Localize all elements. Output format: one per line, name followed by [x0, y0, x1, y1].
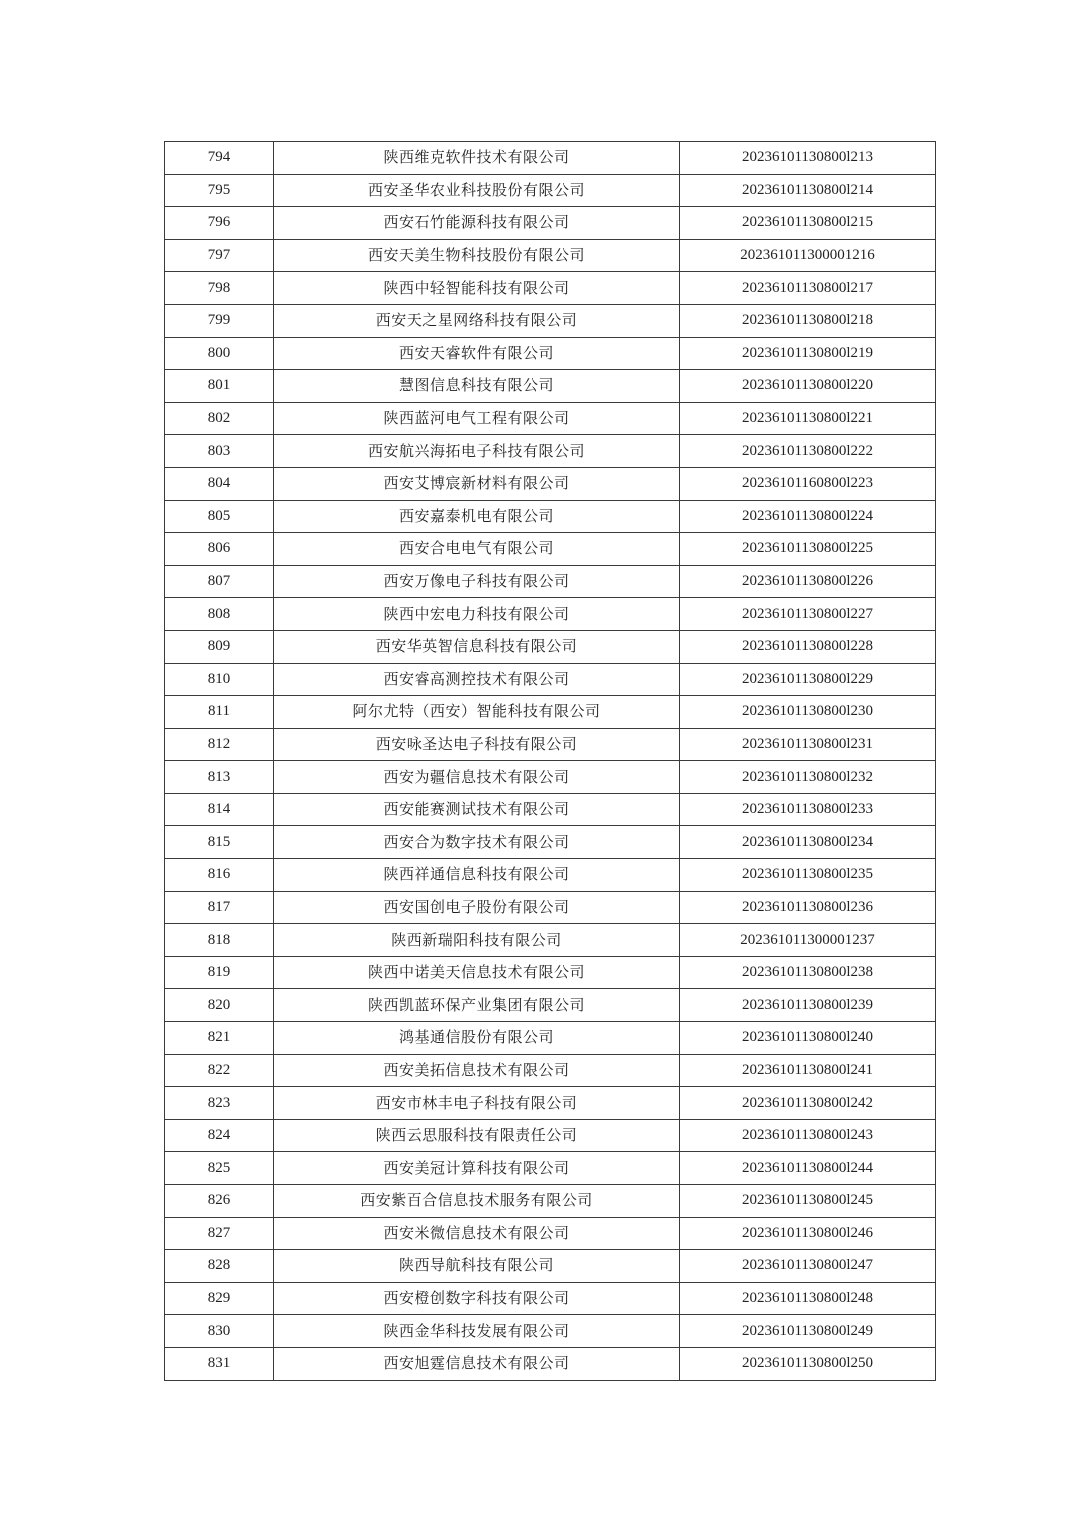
- registration-code-cell: 20236101130800l241: [680, 1054, 936, 1087]
- row-number-cell: 811: [165, 696, 274, 729]
- row-number-cell: 827: [165, 1217, 274, 1250]
- row-number-cell: 797: [165, 239, 274, 272]
- table-row: [165, 1119, 936, 1152]
- company-name-cell: 西安天美生物科技股份有限公司: [274, 239, 680, 272]
- row-number-cell: 795: [165, 174, 274, 207]
- registration-code-cell: 20236101130800l245: [680, 1185, 936, 1218]
- table-row: [165, 793, 936, 826]
- company-name-cell: 西安美拓信息技术有限公司: [274, 1054, 680, 1087]
- company-name-cell: 西安能赛测试技术有限公司: [274, 793, 680, 826]
- row-number-cell: 803: [165, 435, 274, 468]
- table-row: [165, 956, 936, 989]
- registration-code-cell: 20236101130800l213: [680, 142, 936, 175]
- row-number-cell: 817: [165, 891, 274, 924]
- table-row: [165, 239, 936, 272]
- row-number-cell: 805: [165, 500, 274, 533]
- row-number-cell: 816: [165, 859, 274, 892]
- row-number-cell: 820: [165, 989, 274, 1022]
- row-number-cell: 812: [165, 728, 274, 761]
- registration-code-cell: 20236101130800l219: [680, 337, 936, 370]
- registry-table-body: [165, 142, 936, 1381]
- table-row: [165, 370, 936, 403]
- registration-code-cell: 202361011300001237: [680, 924, 936, 957]
- company-name-cell: 西安华英智信息科技有限公司: [274, 630, 680, 663]
- company-name-cell: 陕西新瑞阳科技有限公司: [274, 924, 680, 957]
- company-name-cell: 陕西蓝河电气工程有限公司: [274, 402, 680, 435]
- row-number-cell: 814: [165, 793, 274, 826]
- table-row: [165, 174, 936, 207]
- row-number-cell: 813: [165, 761, 274, 794]
- row-number-cell: 822: [165, 1054, 274, 1087]
- table-row: [165, 663, 936, 696]
- company-name-cell: 西安市林丰电子科技有限公司: [274, 1087, 680, 1120]
- registration-code-cell: 20236101130800l225: [680, 533, 936, 566]
- registration-code-cell: 20236101160800l223: [680, 467, 936, 500]
- row-number-cell: 810: [165, 663, 274, 696]
- registration-code-cell: 20236101130800l215: [680, 207, 936, 240]
- table-row: [165, 1152, 936, 1185]
- table-row: [165, 859, 936, 892]
- row-number-cell: 818: [165, 924, 274, 957]
- company-name-cell: 西安咏圣达电子科技有限公司: [274, 728, 680, 761]
- registration-code-cell: 20236101130800l233: [680, 793, 936, 826]
- row-number-cell: 802: [165, 402, 274, 435]
- company-name-cell: 西安圣华农业科技股份有限公司: [274, 174, 680, 207]
- registration-code-cell: 20236101130800l228: [680, 630, 936, 663]
- table-row: [165, 1185, 936, 1218]
- row-number-cell: 796: [165, 207, 274, 240]
- table-row: [165, 435, 936, 468]
- registration-code-cell: 20236101130800l217: [680, 272, 936, 305]
- company-name-cell: 鸿基通信股份有限公司: [274, 1022, 680, 1055]
- registration-code-cell: 20236101130800l235: [680, 859, 936, 892]
- row-number-cell: 823: [165, 1087, 274, 1120]
- registration-code-cell: 20236101130800l247: [680, 1250, 936, 1283]
- registration-code-cell: 20236101130800l234: [680, 826, 936, 859]
- table-row: [165, 630, 936, 663]
- company-name-cell: 西安天之星网络科技有限公司: [274, 304, 680, 337]
- row-number-cell: 828: [165, 1250, 274, 1283]
- registration-code-cell: 20236101130800l246: [680, 1217, 936, 1250]
- registration-code-cell: 20236101130800l226: [680, 565, 936, 598]
- company-name-cell: 西安橙创数字科技有限公司: [274, 1282, 680, 1315]
- row-number-cell: 799: [165, 304, 274, 337]
- company-name-cell: 西安紫百合信息技术服务有限公司: [274, 1185, 680, 1218]
- company-name-cell: 陕西云思服科技有限责任公司: [274, 1119, 680, 1152]
- registration-code-cell: 20236101130800l239: [680, 989, 936, 1022]
- row-number-cell: 800: [165, 337, 274, 370]
- row-number-cell: 806: [165, 533, 274, 566]
- company-name-cell: 阿尔尤特（西安）智能科技有限公司: [274, 696, 680, 729]
- company-name-cell: 西安睿高测控技术有限公司: [274, 663, 680, 696]
- row-number-cell: 829: [165, 1282, 274, 1315]
- registration-code-cell: 20236101130800l248: [680, 1282, 936, 1315]
- registration-code-cell: 20236101130800l220: [680, 370, 936, 403]
- company-name-cell: 陕西金华科技发展有限公司: [274, 1315, 680, 1348]
- table-row: [165, 304, 936, 337]
- table-row: [165, 924, 936, 957]
- company-name-cell: 西安国创电子股份有限公司: [274, 891, 680, 924]
- table-row: [165, 402, 936, 435]
- registration-code-cell: 20236101130800l224: [680, 500, 936, 533]
- registration-code-cell: 20236101130800l236: [680, 891, 936, 924]
- table-row: [165, 1054, 936, 1087]
- company-name-cell: 陕西维克软件技术有限公司: [274, 142, 680, 175]
- company-name-cell: 西安万像电子科技有限公司: [274, 565, 680, 598]
- row-number-cell: 808: [165, 598, 274, 631]
- registration-code-cell: 20236101130800l218: [680, 304, 936, 337]
- table-row: [165, 207, 936, 240]
- table-row: [165, 500, 936, 533]
- table-row: [165, 1315, 936, 1348]
- table-row: [165, 533, 936, 566]
- registration-code-cell: 20236101130800l232: [680, 761, 936, 794]
- table-row: [165, 891, 936, 924]
- company-name-cell: 西安航兴海拓电子科技有限公司: [274, 435, 680, 468]
- row-number-cell: 804: [165, 467, 274, 500]
- row-number-cell: 831: [165, 1347, 274, 1380]
- registration-code-cell: 20236101130800l214: [680, 174, 936, 207]
- row-number-cell: 807: [165, 565, 274, 598]
- row-number-cell: 815: [165, 826, 274, 859]
- table-row: [165, 467, 936, 500]
- table-row: [165, 142, 936, 175]
- company-name-cell: 西安天睿软件有限公司: [274, 337, 680, 370]
- row-number-cell: 824: [165, 1119, 274, 1152]
- company-name-cell: 陕西中宏电力科技有限公司: [274, 598, 680, 631]
- company-name-cell: 西安合电电气有限公司: [274, 533, 680, 566]
- company-name-cell: 陕西中诺美天信息技术有限公司: [274, 956, 680, 989]
- row-number-cell: 821: [165, 1022, 274, 1055]
- row-number-cell: 830: [165, 1315, 274, 1348]
- table-row: [165, 1087, 936, 1120]
- company-name-cell: 西安嘉泰机电有限公司: [274, 500, 680, 533]
- company-name-cell: 陕西中轻智能科技有限公司: [274, 272, 680, 305]
- company-name-cell: 西安旭霆信息技术有限公司: [274, 1347, 680, 1380]
- registration-code-cell: 20236101130800l240: [680, 1022, 936, 1055]
- registry-table: [164, 141, 936, 1381]
- table-row: [165, 1347, 936, 1380]
- registration-code-cell: 20236101130800l231: [680, 728, 936, 761]
- company-name-cell: 西安为疆信息技术有限公司: [274, 761, 680, 794]
- registration-code-cell: 20236101130800l227: [680, 598, 936, 631]
- row-number-cell: 801: [165, 370, 274, 403]
- table-row: [165, 337, 936, 370]
- registration-code-cell: 20236101130800l242: [680, 1087, 936, 1120]
- row-number-cell: 794: [165, 142, 274, 175]
- registration-code-cell: 20236101130800l230: [680, 696, 936, 729]
- row-number-cell: 819: [165, 956, 274, 989]
- table-row: [165, 598, 936, 631]
- company-name-cell: 西安石竹能源科技有限公司: [274, 207, 680, 240]
- registration-code-cell: 20236101130800l244: [680, 1152, 936, 1185]
- company-name-cell: 慧图信息科技有限公司: [274, 370, 680, 403]
- row-number-cell: 798: [165, 272, 274, 305]
- registration-code-cell: 202361011300001216: [680, 239, 936, 272]
- table-row: [165, 728, 936, 761]
- company-name-cell: 西安米微信息技术有限公司: [274, 1217, 680, 1250]
- table-row: [165, 1217, 936, 1250]
- table-row: [165, 272, 936, 305]
- registration-code-cell: 20236101130800l243: [680, 1119, 936, 1152]
- table-row: [165, 989, 936, 1022]
- table-row: [165, 1022, 936, 1055]
- row-number-cell: 826: [165, 1185, 274, 1218]
- row-number-cell: 825: [165, 1152, 274, 1185]
- row-number-cell: 809: [165, 630, 274, 663]
- registration-code-cell: 20236101130800l249: [680, 1315, 936, 1348]
- company-name-cell: 陕西导航科技有限公司: [274, 1250, 680, 1283]
- table-row: [165, 1250, 936, 1283]
- table-row: [165, 826, 936, 859]
- table-row: [165, 1282, 936, 1315]
- table-row: [165, 696, 936, 729]
- registration-code-cell: 20236101130800l250: [680, 1347, 936, 1380]
- table-row: [165, 565, 936, 598]
- company-name-cell: 西安合为数字技术有限公司: [274, 826, 680, 859]
- company-name-cell: 陕西祥通信息科技有限公司: [274, 859, 680, 892]
- company-name-cell: 陕西凯蓝环保产业集团有限公司: [274, 989, 680, 1022]
- company-name-cell: 西安美冠计算科技有限公司: [274, 1152, 680, 1185]
- registration-code-cell: 20236101130800l238: [680, 956, 936, 989]
- registration-code-cell: 20236101130800l229: [680, 663, 936, 696]
- table-row: [165, 761, 936, 794]
- registration-code-cell: 20236101130800l222: [680, 435, 936, 468]
- registration-code-cell: 20236101130800l221: [680, 402, 936, 435]
- company-name-cell: 西安艾博宸新材料有限公司: [274, 467, 680, 500]
